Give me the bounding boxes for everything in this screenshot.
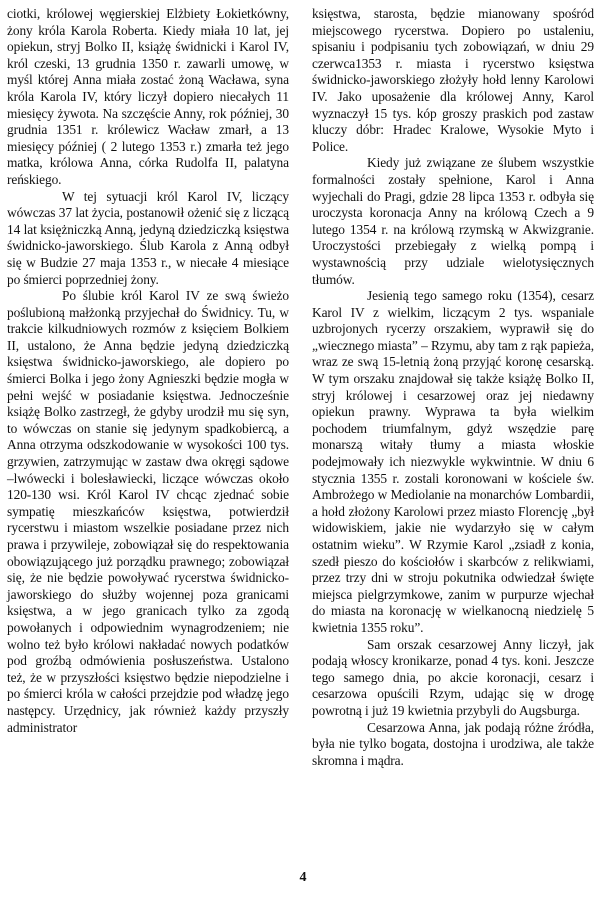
paragraph: W tej sytuacji król Karol IV, liczący wówczas 37 lat życia, postanowił ożenić się z liczącą 14 lat księżniczką Anną, jedyną dziedziczką księstwa świdnicko-jaworskiego. Ślub Karola z Anną odbył się w Budzie 27 maja 1353 r., w niecałe 4 miesiące po śmierci poprzedniej żony. [7,188,289,287]
paragraph: ciotki, królowej węgierskiej Elżbiety Łokietkówny, żony króla Karola Roberta. Kiedy miała 10 lat, jej opiekun, stryj Bolko II, książę świdnicki i Karol IV, król czeski, 13 grudnia 1350 r. zawarli umowę, w myśl której Anna miała zostać żoną Wacława, syna króla Karola IV, który liczył dopiero niecałych 11 miesięcy żywota. Na szczęście Anny, rok później, 30 grudnia 1351 r. królewicz Wacław zmarł, a 13 miesięcy później ( 2 lutego 1353 r.) zmarła też jego matka, królowa Anna, córka Rudolfa II, palatyna reńskiego. [7,6,289,187]
paragraph: Po ślubie król Karol IV ze swą świeżo poślubioną małżonką przyjechał do Świdnicy. Tu, w trakcie kilkudniowych rozmów z księciem Bolkiem II, ustalono, że Anna będzie jedyną dziedziczką księstwa świdnicko-jaworskiego, ale dopiero po śmierci Bolka i jego żony Agnieszki będzie mogła w pełni wejść w posiadanie księstwa. Jednocześnie książę Bolko zastrzegł, że gdyby urodził mu się syn, to wówczas on stanie się jedynym spadkobiercą, a Anna otrzyma odszkodowanie w wysokości 100 tys. grzywien, zatrzymując w zastaw dwa okręgi sądowe –lwówecki i bolesławiecki, liczące wówczas około 120-130 wsi. Król Karol IV chcąc zjednać sobie sympatię mieszkańców księstwa, potwierdził rycerstwu i miastom wszelkie posiadane przez nich prawa i przywileje, zobowiązał się do respektowania obowiązującego już porządku prawnego; zobowiązał się, że nie będzie powoływać rycerstwa świdnicko-jaworskiego do służby wojennej poza granicami księstwa, a w jego granicach tylko za zgodą powołanych i odpowiednim wynagrodzeniem; nie wolno też było królowi nakładać nowych podatków pod groźbą odmówienia posłuszeństwa. Ustalono też, że w przyszłości księstwo będzie niepodzielne i po śmierci króla w całości przejdzie pod władzę jego następcy. Urzędnicy, jak również każdy przyszły administrator [7,288,289,735]
paragraph: Cesarzowa Anna, jak podają różne źródła, była nie tylko bogata, dostojna i urodziwa, ale także skromna i mądra. [312,719,594,768]
paragraph: księstwa, starosta, będzie mianowany spośród miejscowego rycerstwa. Dopiero po ustaleniu, spisaniu i podpisaniu tych zobowiązań, w dniu 29 czerwca1353 r. miasta i rycerstwo księstwa świdnicko-jaworskiego złożyły hołd lenny Karolowi IV. Jako uposażenie dla królowej Anny, Karol wyznaczył 15 tys. kóp groszy praskich pod zastaw kluczy dóbr: Hradec Kralowe, Wysokie Myto i Police. [312,6,594,154]
paragraph: Jesienią tego samego roku (1354), cesarz Karol IV z wielkim, liczącym 2 tys. wspaniale uzbrojonych rycerzy orszakiem, wyprawił się do „wiecznego miasta” – Rzymu, aby tam z rąk papieża, wraz ze swą 15-letnią żoną przyjąć koronę cesarską. W tym orszaku znajdował się także książę Bolko II, stryj królowej i cesarzowej oraz jej niedawny opiekun prawny. Wyprawa ta była wielkim pochodem triumfalnym, gdyż wszędzie parę monarszą witały tłumy a miasta włoskie podejmowały ich niezwykle wykwintnie. W dniu 6 stycznia 1355 r. zostali koronowani w kościele św. Ambrożego w Mediolanie na monarchów Lombardii, a hołd złożony Karolowi przez miasto Florencję „był widowiskiem, jakie nie wydarzyło się w całym ostatnim wieku”. W Rzymie Karol „zsiadł z konia, szedł pieszo do kościołów i skarbców z relikwiami, przez trzy dni w stroju pokutnika odwiedzał święte miejsca pielgrzymkowe, zanim w purpurze wjechał do miasta na koronację w wielkanocną niedzielę 5 kwietnia 1355 roku”. [312,288,594,635]
right-text-column [312,6,594,769]
paragraph: Kiedy już związane ze ślubem wszystkie formalności zostały spełnione, Karol i Anna wyjechali do Pragi, gdzie 28 lipca 1353 r. odbyła się uroczysta koronacja Anny na królową Czech a 9 lutego 1354 r. na królową rzymską w Akwizgranie. Uroczystości przebiegały z wielką pompą i wystawnością przy udziale wielotysięcznych tłumów. [312,155,594,287]
page-number: 4 [299,870,307,885]
left-text-column [7,6,289,736]
paragraph: Sam orszak cesarzowej Anny liczył, jak podają włoscy kronikarze, ponad 4 tys. koni. Jeszcze tego samego dnia, po akcie koronacji, cesarz i cesarzowa opuścili Rzym, udając się w drogę powrotną i już 19 kwietnia przybyli do Augsburga. [312,636,594,718]
